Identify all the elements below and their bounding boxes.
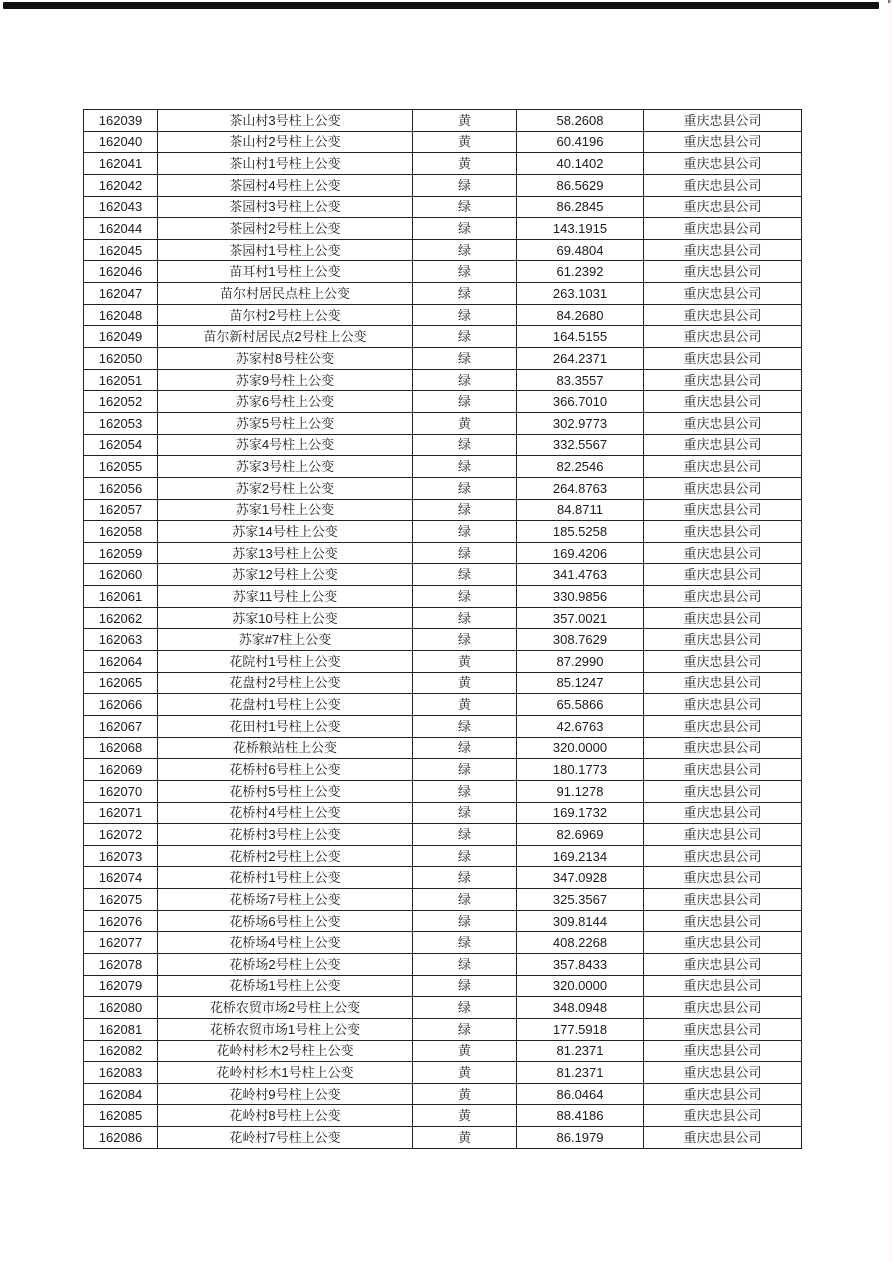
- cell-id: 162073: [84, 845, 158, 867]
- cell-company: 重庆忠县公司: [644, 910, 802, 932]
- cell-status-color: 绿: [413, 737, 517, 759]
- cell-value: 84.8711: [517, 499, 644, 521]
- cell-name: 花盘村2号柱上公变: [158, 672, 413, 694]
- cell-id: 162056: [84, 477, 158, 499]
- cell-id: 162041: [84, 153, 158, 175]
- cell-value: 180.1773: [517, 759, 644, 781]
- cell-value: 357.0021: [517, 607, 644, 629]
- table-row: [84, 174, 802, 196]
- cell-value: 65.5866: [517, 694, 644, 716]
- cell-status-color: 绿: [413, 239, 517, 261]
- table-row: [84, 326, 802, 348]
- cell-status-color: 绿: [413, 759, 517, 781]
- cell-status-color: 绿: [413, 326, 517, 348]
- cell-id: 162079: [84, 975, 158, 997]
- cell-value: 86.1979: [517, 1127, 644, 1149]
- cell-name: 茶山村3号柱上公变: [158, 110, 413, 132]
- cell-name: 苗耳村1号柱上公变: [158, 261, 413, 283]
- cell-id: 162069: [84, 759, 158, 781]
- cell-status-color: 绿: [413, 477, 517, 499]
- cell-id: 162086: [84, 1127, 158, 1149]
- cell-company: 重庆忠县公司: [644, 780, 802, 802]
- table-row: [84, 283, 802, 305]
- cell-status-color: 绿: [413, 564, 517, 586]
- cell-company: 重庆忠县公司: [644, 153, 802, 175]
- cell-status-color: 绿: [413, 802, 517, 824]
- cell-name: 花桥农贸市场1号柱上公变: [158, 1018, 413, 1040]
- table-row: [84, 975, 802, 997]
- table-row: [84, 542, 802, 564]
- cell-id: 162062: [84, 607, 158, 629]
- table-row: [84, 1127, 802, 1149]
- cell-name: 苏家3号柱上公变: [158, 456, 413, 478]
- cell-status-color: 绿: [413, 174, 517, 196]
- cell-company: 重庆忠县公司: [644, 412, 802, 434]
- cell-company: 重庆忠县公司: [644, 607, 802, 629]
- cell-name: 茶园村1号柱上公变: [158, 239, 413, 261]
- cell-name: 花桥村3号柱上公变: [158, 824, 413, 846]
- cell-company: 重庆忠县公司: [644, 1083, 802, 1105]
- table-row: [84, 369, 802, 391]
- cell-id: 162077: [84, 932, 158, 954]
- cell-company: 重庆忠县公司: [644, 174, 802, 196]
- cell-id: 162081: [84, 1018, 158, 1040]
- cell-value: 87.2990: [517, 651, 644, 673]
- cell-value: 169.2134: [517, 845, 644, 867]
- cell-status-color: 绿: [413, 953, 517, 975]
- cell-value: 40.1402: [517, 153, 644, 175]
- cell-value: 302.9773: [517, 412, 644, 434]
- cell-status-color: 绿: [413, 542, 517, 564]
- cell-name: 花桥村1号柱上公变: [158, 867, 413, 889]
- cell-name: 苏家6号柱上公变: [158, 391, 413, 413]
- table-row: [84, 153, 802, 175]
- cell-value: 143.1915: [517, 218, 644, 240]
- cell-company: 重庆忠县公司: [644, 1040, 802, 1062]
- cell-id: 162048: [84, 304, 158, 326]
- cell-value: 85.1247: [517, 672, 644, 694]
- table-row: [84, 1083, 802, 1105]
- table-row: [84, 261, 802, 283]
- cell-id: 162040: [84, 131, 158, 153]
- cell-id: 162063: [84, 629, 158, 651]
- table-row: [84, 521, 802, 543]
- cell-id: 162057: [84, 499, 158, 521]
- cell-value: 264.8763: [517, 477, 644, 499]
- cell-id: 162055: [84, 456, 158, 478]
- cell-company: 重庆忠县公司: [644, 1018, 802, 1040]
- cell-status-color: 绿: [413, 586, 517, 608]
- cell-company: 重庆忠县公司: [644, 953, 802, 975]
- cell-id: 162064: [84, 651, 158, 673]
- cell-status-color: 绿: [413, 845, 517, 867]
- cell-status-color: 绿: [413, 715, 517, 737]
- table-row: [84, 218, 802, 240]
- cell-name: 苏家12号柱上公变: [158, 564, 413, 586]
- cell-company: 重庆忠县公司: [644, 369, 802, 391]
- table-row: [84, 824, 802, 846]
- table-row: [84, 759, 802, 781]
- cell-value: 264.2371: [517, 348, 644, 370]
- cell-value: 88.4186: [517, 1105, 644, 1127]
- cell-id: 162076: [84, 910, 158, 932]
- cell-value: 325.3567: [517, 889, 644, 911]
- cell-company: 重庆忠县公司: [644, 694, 802, 716]
- table-row: [84, 434, 802, 456]
- cell-value: 332.5567: [517, 434, 644, 456]
- cell-status-color: 黄: [413, 694, 517, 716]
- cell-name: 苗尔新村居民点2号柱上公变: [158, 326, 413, 348]
- cell-value: 341.4763: [517, 564, 644, 586]
- cell-status-color: 黄: [413, 1040, 517, 1062]
- cell-company: 重庆忠县公司: [644, 456, 802, 478]
- cell-company: 重庆忠县公司: [644, 218, 802, 240]
- cell-status-color: 黄: [413, 131, 517, 153]
- cell-id: 162046: [84, 261, 158, 283]
- table-row: [84, 456, 802, 478]
- cell-value: 169.1732: [517, 802, 644, 824]
- cell-name: 花桥粮站柱上公变: [158, 737, 413, 759]
- cell-status-color: 黄: [413, 1127, 517, 1149]
- table-row: [84, 867, 802, 889]
- cell-company: 重庆忠县公司: [644, 672, 802, 694]
- cell-status-color: 绿: [413, 824, 517, 846]
- cell-value: 69.4804: [517, 239, 644, 261]
- cell-company: 重庆忠县公司: [644, 737, 802, 759]
- cell-company: 重庆忠县公司: [644, 131, 802, 153]
- scan-artifact-top-bar: [3, 2, 879, 9]
- cell-name: 苏家2号柱上公变: [158, 477, 413, 499]
- table-row: [84, 304, 802, 326]
- cell-status-color: 绿: [413, 975, 517, 997]
- cell-company: 重庆忠县公司: [644, 304, 802, 326]
- cell-name: 苗尔村2号柱上公变: [158, 304, 413, 326]
- table-row: [84, 737, 802, 759]
- cell-name: 花桥村2号柱上公变: [158, 845, 413, 867]
- cell-id: 162070: [84, 780, 158, 802]
- cell-name: 花桥农贸市场2号柱上公变: [158, 997, 413, 1019]
- cell-id: 162047: [84, 283, 158, 305]
- cell-company: 重庆忠县公司: [644, 283, 802, 305]
- cell-status-color: 绿: [413, 867, 517, 889]
- cell-name: 花桥村5号柱上公变: [158, 780, 413, 802]
- table-row: [84, 694, 802, 716]
- table-row: [84, 196, 802, 218]
- cell-name: 花岭村7号柱上公变: [158, 1127, 413, 1149]
- cell-name: 花桥场4号柱上公变: [158, 932, 413, 954]
- cell-name: 苏家10号柱上公变: [158, 607, 413, 629]
- cell-company: 重庆忠县公司: [644, 542, 802, 564]
- cell-id: 162074: [84, 867, 158, 889]
- table-row: [84, 131, 802, 153]
- cell-value: 185.5258: [517, 521, 644, 543]
- cell-company: 重庆忠县公司: [644, 110, 802, 132]
- table-row: [84, 629, 802, 651]
- cell-name: 苗尔村居民点柱上公变: [158, 283, 413, 305]
- cell-status-color: 绿: [413, 521, 517, 543]
- cell-status-color: 黄: [413, 1062, 517, 1084]
- cell-status-color: 黄: [413, 1105, 517, 1127]
- cell-status-color: 绿: [413, 1018, 517, 1040]
- cell-company: 重庆忠县公司: [644, 477, 802, 499]
- cell-id: 162050: [84, 348, 158, 370]
- cell-name: 花岭村9号柱上公变: [158, 1083, 413, 1105]
- cell-company: 重庆忠县公司: [644, 802, 802, 824]
- cell-value: 42.6763: [517, 715, 644, 737]
- cell-status-color: 绿: [413, 629, 517, 651]
- cell-id: 162084: [84, 1083, 158, 1105]
- cell-status-color: 黄: [413, 153, 517, 175]
- cell-id: 162044: [84, 218, 158, 240]
- table-row: [84, 348, 802, 370]
- cell-id: 162083: [84, 1062, 158, 1084]
- cell-company: 重庆忠县公司: [644, 1062, 802, 1084]
- cell-company: 重庆忠县公司: [644, 348, 802, 370]
- cell-id: 162068: [84, 737, 158, 759]
- cell-status-color: 绿: [413, 932, 517, 954]
- table-row: [84, 953, 802, 975]
- table-row: [84, 802, 802, 824]
- cell-status-color: 绿: [413, 434, 517, 456]
- cell-id: 162080: [84, 997, 158, 1019]
- cell-value: 330.9856: [517, 586, 644, 608]
- cell-company: 重庆忠县公司: [644, 261, 802, 283]
- table-row: [84, 412, 802, 434]
- table-row: [84, 910, 802, 932]
- cell-value: 91.1278: [517, 780, 644, 802]
- cell-status-color: 黄: [413, 110, 517, 132]
- cell-value: 408.2268: [517, 932, 644, 954]
- cell-id: 162058: [84, 521, 158, 543]
- cell-name: 花桥村4号柱上公变: [158, 802, 413, 824]
- cell-company: 重庆忠县公司: [644, 759, 802, 781]
- cell-company: 重庆忠县公司: [644, 997, 802, 1019]
- table-row: [84, 932, 802, 954]
- cell-value: 366.7010: [517, 391, 644, 413]
- cell-id: 162060: [84, 564, 158, 586]
- cell-id: 162039: [84, 110, 158, 132]
- cell-name: 茶园村4号柱上公变: [158, 174, 413, 196]
- cell-value: 320.0000: [517, 975, 644, 997]
- cell-name: 苏家1号柱上公变: [158, 499, 413, 521]
- cell-status-color: 黄: [413, 672, 517, 694]
- cell-company: 重庆忠县公司: [644, 824, 802, 846]
- table-row: [84, 1040, 802, 1062]
- cell-value: 61.2392: [517, 261, 644, 283]
- cell-value: 86.5629: [517, 174, 644, 196]
- cell-value: 177.5918: [517, 1018, 644, 1040]
- cell-value: 83.3557: [517, 369, 644, 391]
- cell-name: 茶园村3号柱上公变: [158, 196, 413, 218]
- table-row: [84, 239, 802, 261]
- cell-company: 重庆忠县公司: [644, 651, 802, 673]
- cell-id: 162078: [84, 953, 158, 975]
- table-row: [84, 607, 802, 629]
- cell-company: 重庆忠县公司: [644, 434, 802, 456]
- table-row: [84, 997, 802, 1019]
- cell-company: 重庆忠县公司: [644, 564, 802, 586]
- cell-status-color: 绿: [413, 196, 517, 218]
- cell-id: 162053: [84, 412, 158, 434]
- cell-id: 162049: [84, 326, 158, 348]
- cell-value: 357.8433: [517, 953, 644, 975]
- cell-value: 86.0464: [517, 1083, 644, 1105]
- cell-value: 81.2371: [517, 1040, 644, 1062]
- cell-value: 263.1031: [517, 283, 644, 305]
- cell-value: 86.2845: [517, 196, 644, 218]
- cell-value: 320.0000: [517, 737, 644, 759]
- table-row: [84, 715, 802, 737]
- cell-id: 162059: [84, 542, 158, 564]
- cell-id: 162061: [84, 586, 158, 608]
- cell-company: 重庆忠县公司: [644, 629, 802, 651]
- cell-company: 重庆忠县公司: [644, 586, 802, 608]
- cell-status-color: 绿: [413, 456, 517, 478]
- cell-name: 茶山村2号柱上公变: [158, 131, 413, 153]
- table-row: [84, 1062, 802, 1084]
- cell-status-color: 绿: [413, 283, 517, 305]
- cell-name: 苏家9号柱上公变: [158, 369, 413, 391]
- cell-status-color: 绿: [413, 391, 517, 413]
- table-row: [84, 845, 802, 867]
- cell-name: 花桥场7号柱上公变: [158, 889, 413, 911]
- cell-id: 162051: [84, 369, 158, 391]
- cell-value: 60.4196: [517, 131, 644, 153]
- cell-status-color: 绿: [413, 218, 517, 240]
- cell-company: 重庆忠县公司: [644, 715, 802, 737]
- cell-name: 花桥场1号柱上公变: [158, 975, 413, 997]
- cell-name: 花岭村8号柱上公变: [158, 1105, 413, 1127]
- cell-name: 花盘村1号柱上公变: [158, 694, 413, 716]
- cell-value: 81.2371: [517, 1062, 644, 1084]
- cell-company: 重庆忠县公司: [644, 867, 802, 889]
- cell-name: 花桥村6号柱上公变: [158, 759, 413, 781]
- cell-status-color: 黄: [413, 651, 517, 673]
- cell-status-color: 绿: [413, 889, 517, 911]
- transformer-table: [83, 109, 802, 1149]
- cell-id: 162075: [84, 889, 158, 911]
- cell-company: 重庆忠县公司: [644, 975, 802, 997]
- cell-id: 162045: [84, 239, 158, 261]
- cell-name: 苏家5号柱上公变: [158, 412, 413, 434]
- cell-value: 82.2546: [517, 456, 644, 478]
- table-row: [84, 477, 802, 499]
- cell-id: 162082: [84, 1040, 158, 1062]
- cell-status-color: 绿: [413, 499, 517, 521]
- transformer-table-body: [84, 110, 802, 1149]
- cell-id: 162043: [84, 196, 158, 218]
- cell-company: 重庆忠县公司: [644, 196, 802, 218]
- cell-company: 重庆忠县公司: [644, 499, 802, 521]
- table-row: [84, 110, 802, 132]
- cell-status-color: 黄: [413, 1083, 517, 1105]
- cell-id: 162042: [84, 174, 158, 196]
- cell-value: 58.2608: [517, 110, 644, 132]
- cell-company: 重庆忠县公司: [644, 1105, 802, 1127]
- cell-id: 162067: [84, 715, 158, 737]
- table-row: [84, 564, 802, 586]
- cell-value: 84.2680: [517, 304, 644, 326]
- table-row: [84, 1105, 802, 1127]
- cell-value: 308.7629: [517, 629, 644, 651]
- cell-status-color: 绿: [413, 348, 517, 370]
- cell-status-color: 绿: [413, 910, 517, 932]
- cell-id: 162071: [84, 802, 158, 824]
- cell-name: 茶园村2号柱上公变: [158, 218, 413, 240]
- cell-name: 花岭村杉木2号柱上公变: [158, 1040, 413, 1062]
- table-row: [84, 1018, 802, 1040]
- cell-name: 花田村1号柱上公变: [158, 715, 413, 737]
- table-row: [84, 780, 802, 802]
- table-row: [84, 672, 802, 694]
- cell-name: 茶山村1号柱上公变: [158, 153, 413, 175]
- cell-id: 162066: [84, 694, 158, 716]
- cell-status-color: 绿: [413, 304, 517, 326]
- table-row: [84, 586, 802, 608]
- cell-value: 164.5155: [517, 326, 644, 348]
- cell-name: 苏家4号柱上公变: [158, 434, 413, 456]
- cell-value: 169.4206: [517, 542, 644, 564]
- cell-status-color: 绿: [413, 997, 517, 1019]
- cell-status-color: 绿: [413, 780, 517, 802]
- cell-id: 162085: [84, 1105, 158, 1127]
- table-row: [84, 651, 802, 673]
- cell-company: 重庆忠县公司: [644, 932, 802, 954]
- cell-name: 花岭村杉木1号柱上公变: [158, 1062, 413, 1084]
- cell-name: 苏家13号柱上公变: [158, 542, 413, 564]
- cell-id: 162065: [84, 672, 158, 694]
- cell-status-color: 绿: [413, 607, 517, 629]
- cell-name: 花桥场2号柱上公变: [158, 953, 413, 975]
- cell-company: 重庆忠县公司: [644, 1127, 802, 1149]
- cell-id: 162054: [84, 434, 158, 456]
- cell-id: 162052: [84, 391, 158, 413]
- cell-company: 重庆忠县公司: [644, 845, 802, 867]
- cell-status-color: 黄: [413, 412, 517, 434]
- cell-name: 花院村1号柱上公变: [158, 651, 413, 673]
- cell-company: 重庆忠县公司: [644, 239, 802, 261]
- table-row: [84, 499, 802, 521]
- cell-name: 苏家#7柱上公变: [158, 629, 413, 651]
- table-row: [84, 889, 802, 911]
- cell-company: 重庆忠县公司: [644, 326, 802, 348]
- cell-value: 348.0948: [517, 997, 644, 1019]
- cell-company: 重庆忠县公司: [644, 391, 802, 413]
- cell-company: 重庆忠县公司: [644, 889, 802, 911]
- cell-id: 162072: [84, 824, 158, 846]
- cell-name: 苏家村8号柱公变: [158, 348, 413, 370]
- cell-status-color: 绿: [413, 261, 517, 283]
- scan-artifact-speck: [888, 0, 891, 3]
- cell-company: 重庆忠县公司: [644, 521, 802, 543]
- cell-value: 82.6969: [517, 824, 644, 846]
- cell-name: 苏家14号柱上公变: [158, 521, 413, 543]
- scan-edge-tint: [886, 0, 892, 1262]
- cell-status-color: 绿: [413, 369, 517, 391]
- cell-value: 347.0928: [517, 867, 644, 889]
- cell-name: 苏家11号柱上公变: [158, 586, 413, 608]
- table-row: [84, 391, 802, 413]
- cell-value: 309.8144: [517, 910, 644, 932]
- cell-name: 花桥场6号柱上公变: [158, 910, 413, 932]
